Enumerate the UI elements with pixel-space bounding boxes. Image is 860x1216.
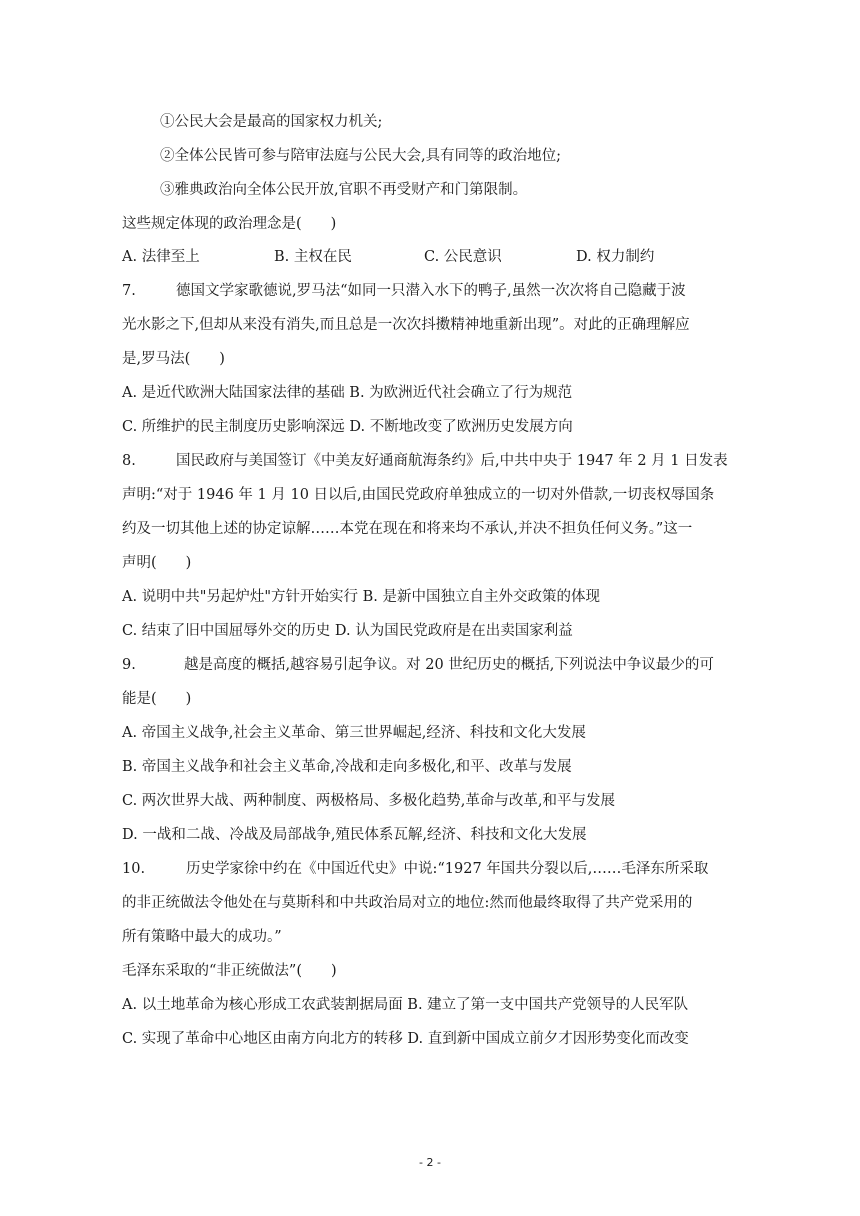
q10-number: 10.: [122, 861, 146, 877]
q6-option-d: D. 权力制约: [576, 249, 655, 265]
q10-line-1: 10. 历史学家徐中约在《中国近代史》中说:“1927 年国共分裂以后,……毛泽东所采取: [122, 861, 709, 877]
q10-line-4: 毛泽东采取的“非正统做法”( ): [122, 963, 337, 979]
passage-item-2: ②全体公民皆可参与陪审法庭与公民大会,具有同等的政治地位;: [160, 148, 561, 164]
q8-line-3: 约及一切其他上述的协定谅解……本党在现在和将来均不承认,并决不担负任何义务。”这一: [122, 521, 693, 537]
q9-line-1: 9. 越是高度的概括,越容易引起争议。对 20 世纪历史的概括,下列说法中争议最少的可: [122, 657, 714, 673]
q8-options-ab: A. 说明中共"另起炉灶"方针开始实行 B. 是新中国独立自主外交政策的体现: [122, 589, 601, 605]
q9-option-b: B. 帝国主义战争和社会主义革命,冷战和走向多极化,和平、改革与发展: [122, 759, 572, 775]
passage-item-3: ③雅典政治向全体公民开放,官职不再受财产和门第限制。: [160, 182, 528, 198]
q10-line-3: 所有策略中最大的成功。”: [122, 929, 282, 945]
q6-option-b: B. 主权在民: [274, 249, 352, 265]
q9-number: 9.: [122, 657, 136, 673]
q7-options-cd: C. 所维护的民主制度历史影响深远 D. 不断地改变了欧洲历史发展方向: [122, 419, 573, 435]
q9-line-2: 能是( ): [122, 691, 192, 707]
q7-number: 7.: [122, 283, 136, 299]
q10-line-2: 的非正统做法令他处在与莫斯科和中共政治局对立的地位:然而他最终取得了共产党采用的: [122, 895, 693, 911]
q7-line-2: 光水影之下,但却从来没有消失,而且总是一次次抖擞精神地重新出现”。对此的正确理解应: [122, 317, 690, 333]
q9-option-c: C. 两次世界大战、两种制度、两极格局、多极化趋势,革命与改革,和平与发展: [122, 793, 616, 809]
q10-options-ab: A. 以土地革命为核心形成工农武装割据局面 B. 建立了第一支中国共产党领导的人民军队: [122, 997, 689, 1013]
q9-option-a: A. 帝国主义战争,社会主义革命、第三世界崛起,经济、科技和文化大发展: [122, 725, 586, 741]
q7-options-ab: A. 是近代欧洲大陆国家法律的基础 B. 为欧洲近代社会确立了行为规范: [122, 385, 573, 401]
passage-item-1: ①公民大会是最高的国家权力机关;: [160, 114, 383, 130]
q10-options-cd: C. 实现了革命中心地区由南方向北方的转移 D. 直到新中国成立前夕才因形势变化而改变: [122, 1031, 689, 1047]
q6-option-c: C. 公民意识: [424, 249, 502, 265]
q8-line-2: 声明:“对于 1946 年 1 月 10 日以后,由国民党政府单独成立的一切对外借款,一切丧权辱国条: [122, 487, 715, 503]
q8-line-1: 8. 国民政府与美国签订《中美友好通商航海条约》后,中共中央于 1947 年 2 月 1 日发表: [122, 453, 728, 469]
q8-options-cd: C. 结束了旧中国屈辱外交的历史 D. 认为国民党政府是在出卖国家利益: [122, 623, 573, 639]
q6-stem: 这些规定体现的政治理念是( ): [122, 216, 337, 232]
q7-line-3: 是,罗马法( ): [122, 351, 225, 367]
q7-line-1: 7. 德国文学家歌德说,罗马法“如同一只潜入水下的鸭子,虽然一次次将自己隐藏于波: [122, 283, 686, 299]
q9-option-d: D. 一战和二战、冷战及局部战争,殖民体系瓦解,经济、科技和文化大发展: [122, 827, 587, 843]
q6-option-a: A. 法律至上: [122, 249, 200, 265]
q8-line-4: 声明( ): [122, 555, 192, 571]
page-number: - 2 -: [419, 1156, 441, 1169]
q6-options: [122, 247, 654, 267]
q8-number: 8.: [122, 453, 136, 469]
